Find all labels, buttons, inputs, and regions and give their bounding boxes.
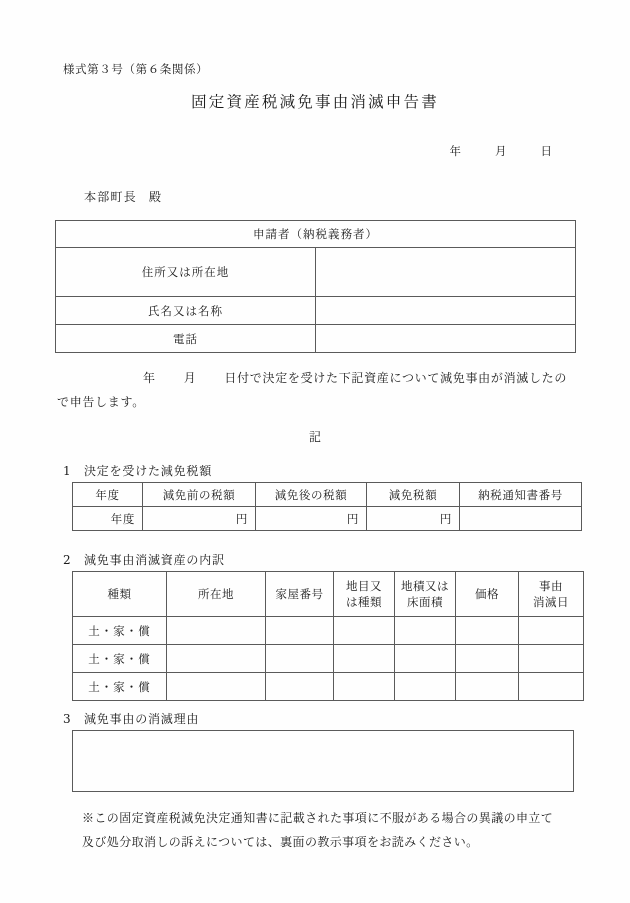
body-month-label: 月 bbox=[183, 371, 197, 385]
cell-price[interactable] bbox=[456, 645, 519, 673]
applicant-table-header: 申請者（納税義務者） bbox=[56, 221, 576, 248]
date-day-label: 日 bbox=[540, 144, 552, 158]
declaration-paragraph bbox=[57, 366, 577, 414]
cell-before[interactable]: 円 bbox=[143, 507, 256, 531]
cell-area[interactable] bbox=[395, 645, 456, 673]
ki-marker: 記 bbox=[308, 430, 321, 444]
cell-location[interactable] bbox=[167, 673, 266, 701]
cell-after[interactable]: 円 bbox=[256, 507, 367, 531]
col-header-reduction: 減免税額 bbox=[367, 483, 460, 507]
col-header-year: 年度 bbox=[73, 483, 143, 507]
table-row bbox=[73, 572, 584, 617]
addressee-office: 本部町長 bbox=[84, 190, 137, 204]
cell-location[interactable] bbox=[167, 617, 266, 645]
telephone-label: 電話 bbox=[56, 325, 316, 353]
col-header-area-l2: 床面積 bbox=[407, 595, 443, 609]
telephone-field[interactable] bbox=[316, 325, 576, 353]
footer-note-line-2: 及び処分取消しの訴えについては、裏面の教示事項をお読みください。 bbox=[82, 835, 479, 849]
col-header-price bbox=[456, 572, 519, 617]
table-row bbox=[56, 297, 576, 325]
col-header-house-no-l1: 家屋番号 bbox=[275, 587, 324, 601]
cell-area[interactable] bbox=[395, 617, 456, 645]
reduction-amount-table bbox=[72, 482, 582, 531]
section-title: 減免事由の消滅理由 bbox=[84, 712, 200, 726]
addressee-honorific: 殿 bbox=[148, 190, 163, 204]
page-title: 固定資産税減免事由消滅申告書 bbox=[191, 93, 439, 111]
cell-location[interactable] bbox=[167, 645, 266, 673]
form-number: 様式第３号（第６条関係） bbox=[63, 62, 209, 76]
col-header-ceased-date bbox=[519, 572, 584, 617]
col-header-price-l1: 価格 bbox=[475, 587, 499, 601]
name-field[interactable] bbox=[316, 297, 576, 325]
section-heading-2 bbox=[63, 551, 225, 568]
section-title: 決定を受けた減免税額 bbox=[84, 464, 213, 478]
col-header-location bbox=[167, 572, 266, 617]
col-header-area-l1: 地積又は bbox=[401, 579, 449, 593]
address-field[interactable] bbox=[316, 248, 576, 297]
cell-category[interactable] bbox=[334, 645, 395, 673]
cell-reduction[interactable]: 円 bbox=[367, 507, 460, 531]
col-header-notice-no: 納税通知書番号 bbox=[460, 483, 582, 507]
col-header-before: 減免前の税額 bbox=[143, 483, 256, 507]
cell-category[interactable] bbox=[334, 673, 395, 701]
declaration-text-2: 申告します。 bbox=[69, 395, 145, 409]
name-label: 氏名又は名称 bbox=[56, 297, 316, 325]
table-row bbox=[73, 645, 584, 673]
table-row bbox=[73, 617, 584, 645]
col-header-kind-l1: 種類 bbox=[107, 587, 132, 601]
applicant-table bbox=[55, 220, 576, 353]
body-year-label: 年 bbox=[143, 371, 156, 385]
cell-ceased-date[interactable] bbox=[519, 645, 584, 673]
address-label: 住所又は所在地 bbox=[56, 248, 316, 297]
footer-note bbox=[68, 806, 578, 854]
cell-ceased-date[interactable] bbox=[519, 673, 584, 701]
footer-note-line-1: ※この固定資産税減免決定通知書に記載された事項に不服がある場合の異議の申立て bbox=[82, 811, 554, 825]
cell-ceased-date[interactable] bbox=[519, 617, 584, 645]
section-heading-3 bbox=[63, 710, 199, 727]
section-title: 減免事由消滅資産の内訳 bbox=[84, 553, 225, 567]
col-header-kind bbox=[73, 572, 167, 617]
section-number: 3 bbox=[63, 712, 72, 726]
cell-kind[interactable]: 土・家・償 bbox=[73, 645, 167, 673]
reason-textarea[interactable] bbox=[72, 730, 574, 792]
cell-price[interactable] bbox=[456, 617, 519, 645]
col-header-ceased-date-l1: 事由 bbox=[539, 579, 563, 593]
col-header-category bbox=[334, 572, 395, 617]
table-row bbox=[56, 221, 576, 248]
table-row bbox=[56, 248, 576, 297]
col-header-location-l1: 所在地 bbox=[198, 587, 234, 601]
section-number: 2 bbox=[63, 553, 72, 567]
addressee bbox=[84, 188, 162, 205]
cell-house-no[interactable] bbox=[266, 673, 334, 701]
col-header-house-no bbox=[266, 572, 334, 617]
asset-breakdown-table bbox=[72, 571, 584, 701]
declaration-text: 日付で決定を受けた下記資産について減免事由が消滅したので bbox=[57, 371, 568, 409]
cell-category[interactable] bbox=[334, 617, 395, 645]
col-header-category-l1: 地目又 bbox=[346, 579, 382, 593]
cell-area[interactable] bbox=[395, 673, 456, 701]
col-header-after: 減免後の税額 bbox=[256, 483, 367, 507]
table-row bbox=[56, 325, 576, 353]
date-year-label: 年 bbox=[449, 144, 461, 158]
cell-notice-no[interactable] bbox=[460, 507, 582, 531]
submission-date-line bbox=[450, 143, 553, 159]
col-header-ceased-date-l2: 消滅日 bbox=[533, 595, 569, 609]
section-heading-1 bbox=[63, 462, 212, 479]
date-month-label: 月 bbox=[495, 144, 507, 158]
table-row bbox=[73, 673, 584, 701]
cell-year[interactable]: 年度 bbox=[73, 507, 143, 531]
cell-price[interactable] bbox=[456, 673, 519, 701]
col-header-area bbox=[395, 572, 456, 617]
table-row bbox=[73, 507, 582, 531]
cell-house-no[interactable] bbox=[266, 617, 334, 645]
cell-kind[interactable]: 土・家・償 bbox=[73, 673, 167, 701]
cell-house-no[interactable] bbox=[266, 645, 334, 673]
col-header-category-l2: は種類 bbox=[346, 595, 382, 609]
section-number: 1 bbox=[63, 464, 72, 478]
cell-kind[interactable]: 土・家・償 bbox=[73, 617, 167, 645]
table-row bbox=[73, 483, 582, 507]
